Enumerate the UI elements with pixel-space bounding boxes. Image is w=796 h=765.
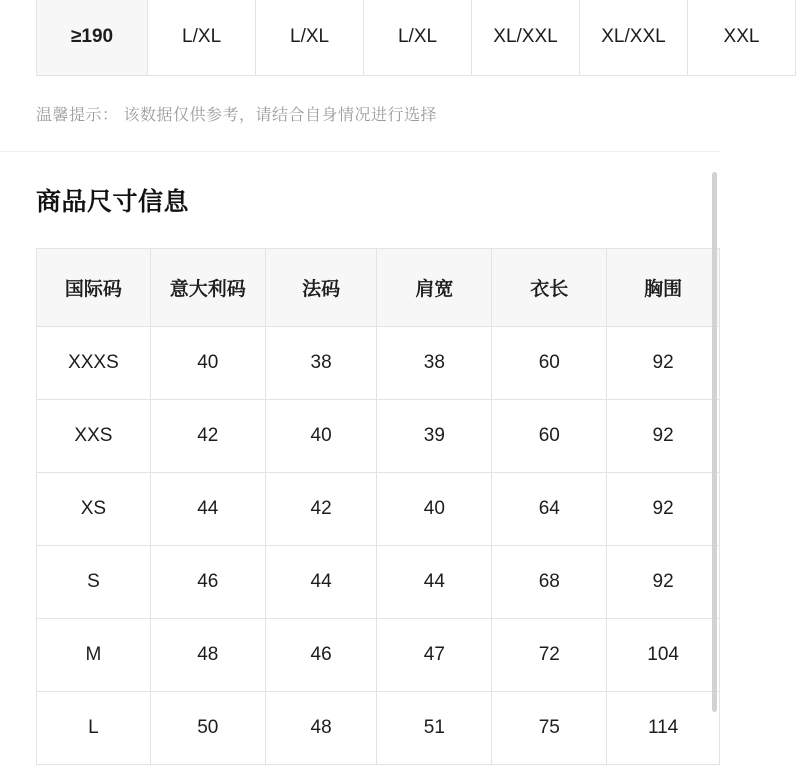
table-row: [37, 546, 720, 619]
table-cell: L/XL: [364, 0, 472, 75]
table-cell: 47: [377, 619, 492, 692]
column-header-shoulder: 肩宽: [377, 249, 492, 327]
table-cell: XL/XXL: [579, 0, 687, 75]
table-cell: 50: [150, 692, 265, 765]
table-cell-size: L: [37, 692, 151, 765]
size-tip-text: 温馨提示： 该数据仅供参考，请结合自身情况进行选择: [36, 107, 437, 124]
section-divider: [0, 151, 720, 152]
table-cell-size: XXS: [37, 400, 151, 473]
table-cell: 68: [492, 546, 607, 619]
column-header-italian: 意大利码: [150, 249, 265, 327]
column-header-bust: 胸围: [607, 249, 720, 327]
table-cell: 60: [492, 400, 607, 473]
table-row: [37, 473, 720, 546]
page-title: 商品尺寸信息: [36, 188, 190, 216]
height-size-table: [36, 0, 796, 76]
table-cell: 44: [377, 546, 492, 619]
table-cell: 46: [150, 546, 265, 619]
table-cell: XL/XXL: [472, 0, 580, 75]
table-row-label: ≥190: [37, 0, 148, 75]
product-size-table: [36, 248, 720, 765]
table-cell: 44: [265, 546, 377, 619]
table-cell: 60: [492, 327, 607, 400]
table-cell: 92: [607, 400, 720, 473]
table-cell: 92: [607, 327, 720, 400]
table-cell: 40: [265, 400, 377, 473]
table-row: [37, 327, 720, 400]
table-cell: 46: [265, 619, 377, 692]
page-scrollbar-thumb[interactable]: [712, 172, 717, 712]
column-header-international: 国际码: [37, 249, 151, 327]
table-cell: 42: [150, 400, 265, 473]
table-row: [37, 400, 720, 473]
table-cell: 40: [377, 473, 492, 546]
table-cell: 38: [377, 327, 492, 400]
size-conversion-table-partial: [0, 0, 760, 76]
table-cell: 92: [607, 546, 720, 619]
product-size-table-wrap: [36, 248, 720, 765]
table-cell: L/XL: [256, 0, 364, 75]
table-cell: 104: [607, 619, 720, 692]
table-cell: 42: [265, 473, 377, 546]
table-cell: 44: [150, 473, 265, 546]
table-cell: 40: [150, 327, 265, 400]
table-cell-size: M: [37, 619, 151, 692]
table-cell: 39: [377, 400, 492, 473]
table-cell: 48: [265, 692, 377, 765]
table-header-row: [37, 249, 720, 327]
column-header-length: 衣长: [492, 249, 607, 327]
column-header-french: 法码: [265, 249, 377, 327]
table-cell: 72: [492, 619, 607, 692]
table-row: [37, 692, 720, 765]
table-cell: XXL: [687, 0, 795, 75]
table-cell: 92: [607, 473, 720, 546]
table-cell: 48: [150, 619, 265, 692]
table-row: [37, 0, 796, 75]
table-cell: 114: [607, 692, 720, 765]
table-cell: 38: [265, 327, 377, 400]
table-cell: L/XL: [148, 0, 256, 75]
table-cell-size: XS: [37, 473, 151, 546]
table-cell: 64: [492, 473, 607, 546]
table-cell-size: S: [37, 546, 151, 619]
table-cell-size: XXXS: [37, 327, 151, 400]
table-cell: 75: [492, 692, 607, 765]
table-row: [37, 619, 720, 692]
table-cell: 51: [377, 692, 492, 765]
